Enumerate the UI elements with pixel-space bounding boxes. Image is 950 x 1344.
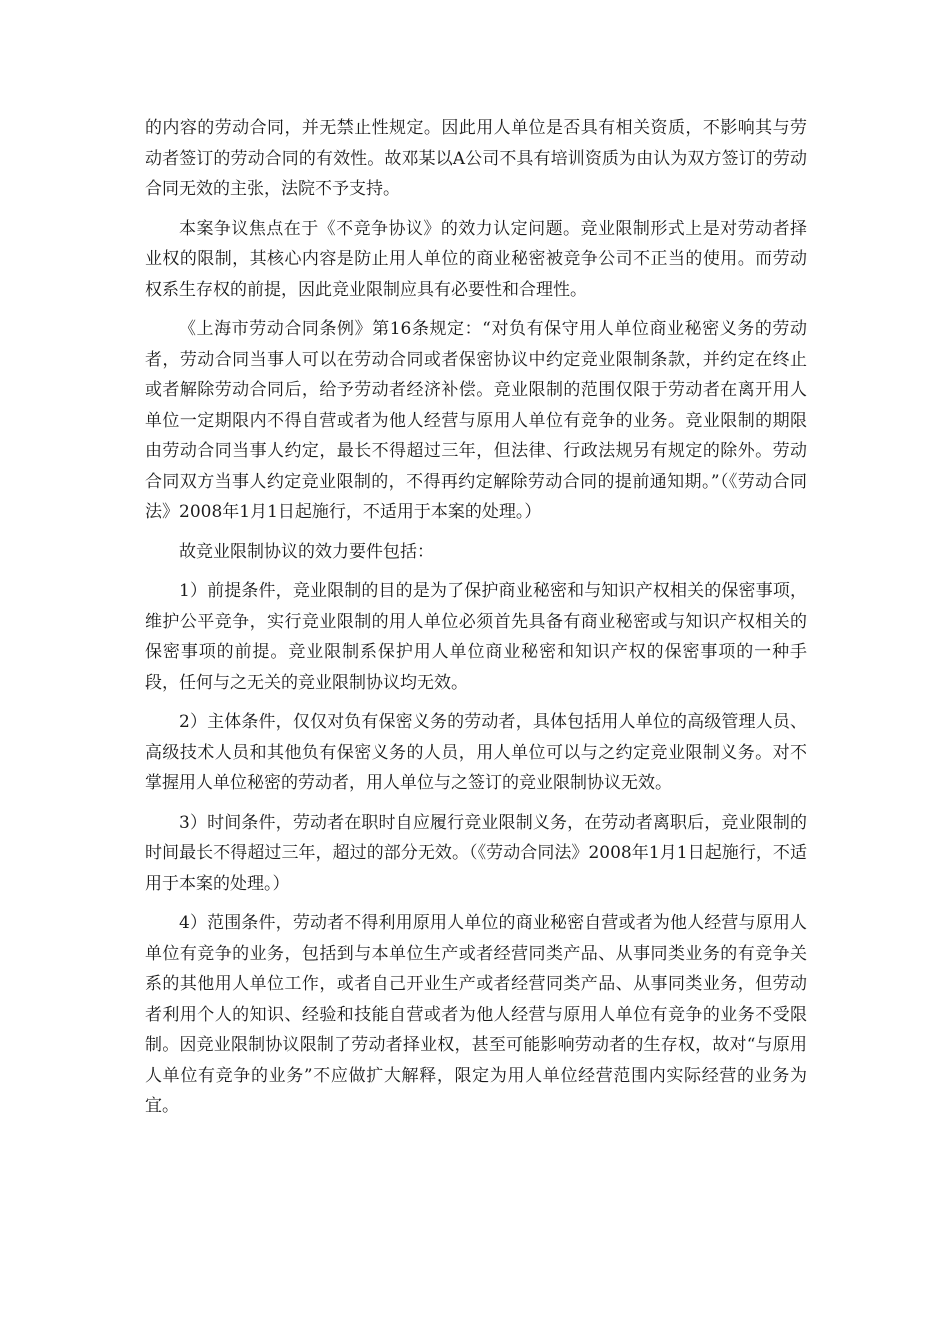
- paragraph-condition-scope: 4）范围条件，劳动者不得利用原用人单位的商业秘密自营或者为他人经营与原用人单位有竞争的业务，包括到与本单位生产或者经营同类产品、从事同类业务的有竞争关系的其他用人单位工作，或者自己开业生产或者经营同类产品、从事同类业务，但劳动者利用个人的知识、经验和技能自营或者为他人经营与原用人单位有竞争的业务不受限制。因竞业限制协议限制了劳动者择业权，甚至可能影响劳动者的生存权，故对“与原用人单位有竞争的业务”不应做扩大解释，限定为用人单位经营范围内实际经营的业务为宜。: [145, 913, 807, 1116]
- paragraph-requirements-intro: 故竞业限制协议的效力要件包括：: [179, 541, 434, 562]
- document-body: [145, 113, 807, 1131]
- paragraph-condition-subject: 2）主体条件，仅仅对负有保密义务的劳动者，具体包括用人单位的高级管理人员、高级技术人员和其他负有保密义务的人员，用人单位可以与之约定竞业限制义务。对不掌握用人单位秘密的劳动者，用人单位与之签订的竞业限制协议无效。: [145, 712, 807, 793]
- paragraph-regulation-quote: 《上海市劳动合同条例》第16条规定：“对负有保守用人单位商业秘密义务的劳动者，劳动合同当事人可以在劳动合同或者保密协议中约定竞业限制条款，并约定在终止或者解除劳动合同后，给予劳动者经济补偿。竞业限制的范围仅限于劳动者在离开用人单位一定期限内不得自营或者为他人经营与原用人单位有竞争的业务。竞业限制的期限由劳动合同当事人约定，最长不得超过三年，但法律、行政法规另有规定的除外。劳动合同双方当事人约定竞业限制的，不得再约定解除劳动合同的提前通知期。”（《劳动合同法》2008年1月1日起施行，不适用于本案的处理。）: [145, 319, 807, 522]
- paragraph-dispute-focus: 本案争议焦点在于《不竞争协议》的效力认定问题。竞业限制形式上是对劳动者择业权的限制，其核心内容是防止用人单位的商业秘密被竞争公司不正当的使用。而劳动权系生存权的前提，因此竞业限制应具有必要性和合理性。: [145, 218, 807, 300]
- paragraph-condition-premise: 1）前提条件，竞业限制的目的是为了保护商业秘密和与知识产权相关的保密事项，维护公平竞争，实行竞业限制的用人单位必须首先具备有商业秘密或与知识产权相关的保密事项的前提。竞业限制系保护用人单位商业秘密和知识产权的保密事项的一种手段，任何与之无关的竞业限制协议均无效。: [145, 581, 807, 693]
- paragraph-continuation: 的内容的劳动合同，并无禁止性规定。因此用人单位是否具有相关资质，不影响其与劳动者签订的劳动合同的有效性。故邓某以A公司不具有培训资质为由认为双方签订的劳动合同无效的主张，法院不予支持。: [145, 118, 807, 199]
- paragraph-condition-time: 3）时间条件，劳动者在职时自应履行竞业限制义务，在劳动者离职后，竞业限制的时间最长不得超过三年，超过的部分无效。（《劳动合同法》2008年1月1日起施行，不适用于本案的处理。）: [145, 812, 807, 894]
